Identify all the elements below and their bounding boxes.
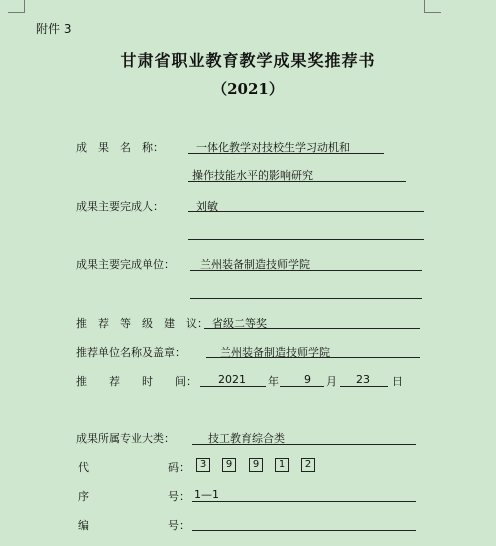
recommending-unit-label: 推荐单位名称及盖章： (76, 346, 186, 359)
recommending-unit-underline (206, 357, 420, 358)
attachment-label: 附件 3 (36, 22, 72, 36)
achievement-name-label: 成 果 名 称： (76, 141, 164, 154)
page-corner-mark-right (424, 0, 441, 13)
code-digit-box: 3 (196, 458, 210, 472)
main-unit-label: 成果主要完成单位： (76, 258, 175, 271)
code-label-a: 代 (78, 461, 89, 474)
recommend-time-label: 推 荐 时 间： (76, 375, 197, 388)
category-value: 技工教育综合类 (208, 432, 285, 445)
recommend-month-unit: 月 (326, 375, 337, 388)
category-underline (192, 444, 416, 445)
recommend-month-underline (280, 386, 324, 387)
category-label: 成果所属专业大类： (76, 432, 175, 445)
contributors-value: 刘敏 (196, 200, 218, 213)
main-unit-underline-2 (190, 298, 422, 299)
recommend-day-value: 23 (356, 373, 370, 386)
recommended-level-underline (204, 328, 420, 329)
serial-underline (192, 501, 416, 502)
contributors-underline-2 (188, 239, 424, 240)
recommended-level-value: 省级二等奖 (212, 317, 267, 330)
number-label-b: 号： (168, 519, 190, 532)
serial-label-a: 序 (78, 490, 89, 503)
code-digit-box: 9 (249, 458, 263, 472)
page-corner-mark-left (8, 0, 25, 13)
contributors-underline-1 (188, 211, 424, 212)
number-underline (192, 530, 416, 531)
achievement-name-line1: 一体化教学对技校生学习动机和 (196, 141, 350, 154)
page-title: 甘肃省职业教育教学成果奖推荐书 (120, 51, 376, 70)
recommend-year-value: 2021 (218, 373, 246, 386)
serial-label-b: 号： (168, 490, 190, 503)
achievement-name-underline-1 (188, 153, 384, 154)
main-unit-underline-1 (190, 270, 422, 271)
number-label-a: 编 (78, 519, 89, 532)
recommend-day-underline (340, 386, 388, 387)
code-label-b: 码： (168, 461, 190, 474)
code-digit-box: 2 (301, 458, 315, 472)
page-year: （2021） (212, 80, 284, 98)
recommended-level-label: 推 荐 等 级 建 议： (76, 317, 208, 330)
recommend-day-unit: 日 (392, 375, 403, 388)
recommend-month-value: 9 (304, 373, 311, 386)
contributors-label: 成果主要完成人： (76, 200, 164, 213)
code-digit-box: 9 (222, 458, 236, 472)
serial-value: 1—1 (194, 488, 219, 501)
recommend-year-underline (200, 386, 266, 387)
recommending-unit-value: 兰州装备制造技师学院 (220, 346, 330, 359)
achievement-name-underline-2 (188, 181, 406, 182)
main-unit-value: 兰州装备制造技师学院 (200, 258, 310, 271)
recommend-year-unit: 年 (268, 375, 279, 388)
code-digit-box: 1 (275, 458, 289, 472)
achievement-name-line2: 操作技能水平的影响研究 (192, 169, 313, 182)
